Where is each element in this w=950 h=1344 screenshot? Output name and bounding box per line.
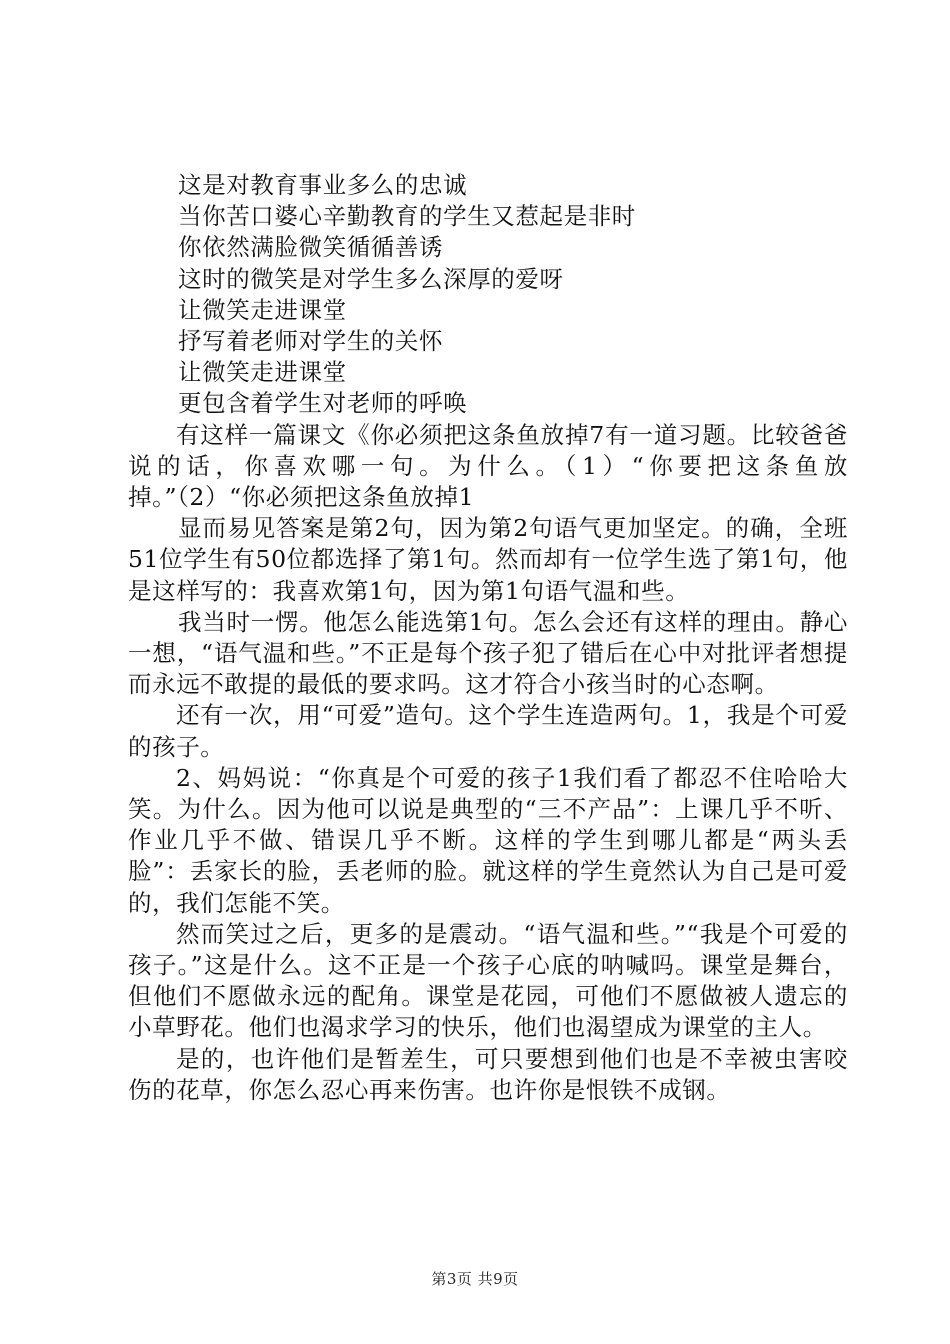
body-paragraph: 然而笑过之后，更多的是震动。“语气温和些。”“我是个可爱的孩子。”这是什么。这不正是一个孩子心底的呐喊吗。课堂是舞台，但他们不愿做永远的配角。课堂是花园，可他们不愿做被人遗忘的小草野花。他们也渴求学习的快乐，他们也渴望成为课堂的主人。: [128, 919, 848, 1042]
poem-line: 你依然满脸微笑循循善诱: [178, 233, 444, 262]
body-paragraph: 显而易见答案是第2句，因为第2句语气更加坚定。的确，全班51位学生有50位都选择了第1句。然而却有一位学生选了第1句，他是这样写的：我喜欢第1句，因为第1句语气温和些。: [128, 514, 848, 605]
poem-line: 这时的微笑是对学生多么深厚的爱呀: [178, 264, 564, 293]
poem-line: 让微笑走进课堂: [178, 358, 347, 387]
body-paragraph: 有这样一篇课文《你必须把这条鱼放掉7有一道习题。比较爸爸说的话，你喜欢哪一句。为什么。（1）“你要把这条鱼放掉。”（2）“你必须把这条鱼放掉1: [128, 420, 848, 512]
page-number-indicator: 第3页 共9页: [431, 1270, 519, 1288]
poem-line: 更包含着学生对老师的呼唤: [178, 389, 468, 418]
poem-line: 让微笑走进课堂: [178, 295, 347, 324]
body-paragraph: 2、妈妈说：“你真是个可爱的孩子1我们看了都忍不住哈哈大笑。为什么。因为他可以说是典型的“三不产品”：上课几乎不听、作业几乎不做、错误几乎不断。这样的学生到哪儿都是“两头丢脸”：丢家长的脸，丢老师的脸。就这样的学生竟然认为自己是可爱的，我们怎能不笑。: [128, 763, 848, 917]
poem-line: 这是对教育事业多么的忠诚: [178, 171, 468, 199]
poem-line: 抒写着老师对学生的关怀: [178, 327, 444, 356]
poem-line: 当你苦口婆心辛勤教育的学生又惹起是非时: [178, 202, 636, 231]
body-paragraph: 是的，也许他们是暂差生，可只要想到他们也是不幸被虫害咬伤的花草，你怎么忍心再来伤害。也许你是恨铁不成钢。: [128, 1044, 848, 1104]
body-paragraph: 我当时一愣。他怎么能选第1句。怎么会还有这样的理由。静心一想，“语气温和些。”不正是每个孩子犯了错后在心中对批评者想提而永远不敢提的最低的要求吗。这才符合小孩当时的心态啊。: [128, 607, 848, 699]
body-paragraph: 还有一次，用“可爱”造句。这个学生连造两句。1，我是个可爱的孩子。: [128, 701, 848, 761]
document-body: [128, 170, 848, 1106]
page-footer: [0, 1268, 950, 1289]
